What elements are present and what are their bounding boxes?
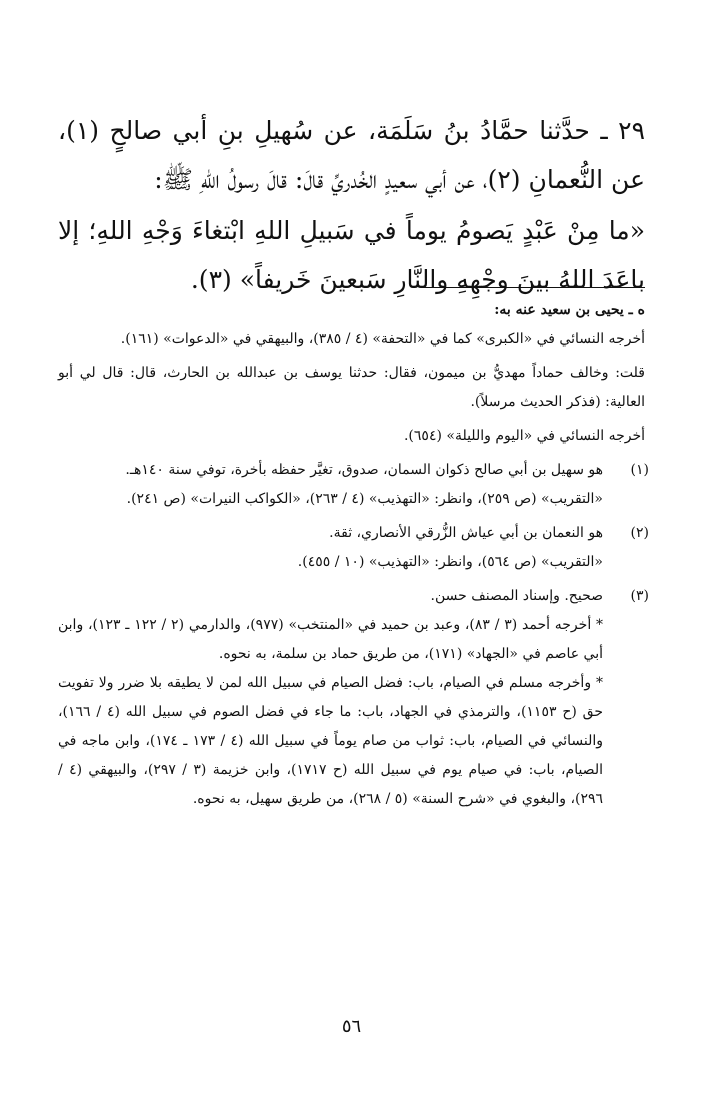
notes-intro-paragraph: أخرجه النسائي في «اليوم والليلة» (٦٥٤). xyxy=(403,428,645,444)
footnote-number: (٢) xyxy=(630,525,649,541)
hadith-text xyxy=(58,106,645,304)
footnote-number: (٣) xyxy=(630,588,649,604)
footnote-3 xyxy=(58,582,649,814)
footnote-text: «التقريب» (ص ٥٦٤)، وانظر: «التهذيب» (١٠ / ٤٥٥). xyxy=(297,554,603,570)
hadith-isnad: ٢٩ ـ حدَّثنا حمَّادُ بنُ سَلَمَة، عن سُهيلِ بنِ أبي صالحٍ (١)، عن النُّعمانِ (٢)، عن أبي سعيدٍ الخُدريِّ قالَ: قالَ رسولُ اللهِ ﷺ: xyxy=(58,116,645,194)
footnote-text: هو سهيل بن أبي صالح ذكوان السمان، صدوق، تغيَّر حفظه بأخرة، توفي سنة ١٤٠هـ. xyxy=(125,462,603,478)
hadith-matn: «ما مِنْ عَبْدٍ يَصومُ يوماً في سَبيلِ اللهِ ابْتغاءَ وَجْهِ اللهِ؛ إلا باعَدَ اللهُ بينَ وجْهِهِ والنَّارِ سَبعينَ خَريفاً» (٣). xyxy=(58,216,645,294)
footnote-number: (١) xyxy=(630,462,649,478)
footnote-text: هو النعمان بن أبي عياش الزُّرقي الأنصاري، ثقة. xyxy=(329,525,603,541)
book-page xyxy=(58,0,649,1120)
footnote-text: * أخرجه أحمد (٣ / ٨٣)، وعبد بن حميد في «المنتخب» (٩٧٧)، والدارمي (٢ / ١٢٢ ـ ١٢٣)، وابن أبي عاصم في «الجهاد» (١٧١)، من طريق حماد بن سلمة، به نحوه. xyxy=(58,617,603,662)
footnote-text: «التقريب» (ص ٢٥٩)، وانظر: «التهذيب» (٤ / ٢٦٣)، «الكواكب النيرات» (ص ٢٤١). xyxy=(126,491,603,507)
footnote-1 xyxy=(58,456,649,514)
notes-intro-paragraph: قلت: وخالف حماداً مهديُّ بن ميمون، فقال: حدثنا يوسف بن عبدالله بن الحارث، قال: قال لي أبو العالية: (فذكر الحديث مرسلاً). xyxy=(58,365,645,410)
footnote-text: * وأخرجه مسلم في الصيام، باب: فضل الصيام في سبيل الله لمن لا يطيقه بلا ضرر ولا تفويت حق (ح ١١٥٣)، والترمذي في الجهاد، باب: ما جاء في فضل الصوم في سبيل الله (٤ / ١٦٦)، والنسائي في الصيام، باب: ثواب من صام يوماً في سبيل الله (٤ / ١٧٣ ـ ١٧٤)، وابن ماجه في الصيام، باب: في صيام يوم في سبيل الله (ح ١٧١٧)، وابن خزيمة (٣ / ٢٩٧)، والبيهقي (٤ / ٢٩٦)، والبغوي في «شرح السنة» (٥ / ٢٦٨)، من طريق سهيل، به نحوه. xyxy=(58,675,604,807)
footnotes-section xyxy=(58,296,649,814)
footnote-separator xyxy=(423,287,645,288)
page-number: ٥٦ xyxy=(341,1016,362,1037)
notes-intro-paragraph: أخرجه النسائي في «الكبرى» كما في «التحفة» (٤ / ٣٨٥)، والبيهقي في «الدعوات» (١٦١). xyxy=(120,331,645,347)
notes-intro-heading: ه ـ يحيى بن سعيد عنه به: xyxy=(494,302,645,318)
footnote-2 xyxy=(58,519,649,577)
footnote-text: صحيح. وإسناد المصنف حسن. xyxy=(430,588,603,604)
